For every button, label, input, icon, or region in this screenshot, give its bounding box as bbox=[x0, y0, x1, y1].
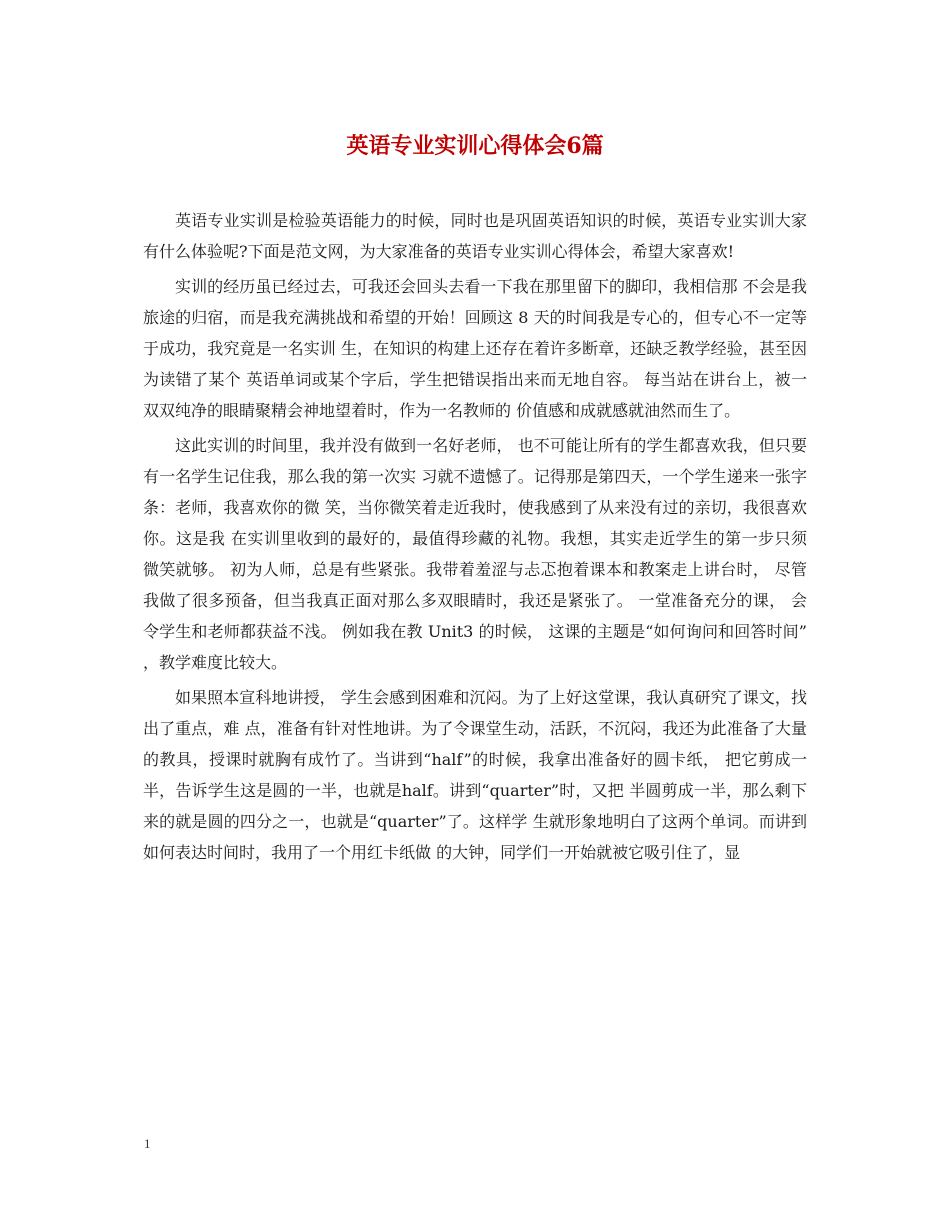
document-body bbox=[143, 205, 807, 872]
paragraph-experience: 实训的经历虽已经过去，可我还会回头去看一下我在那里留下的脚印，我相信那 不会是我旅途的归宿，而是我充满挑战和希望的开始！回顾这 8 天的时间我是专心的，但专心不一定等于成功，我究竟是一名实训 生，在知识的构建上还存在着许多断章，还缺乏教学经验，甚至因为读错了某个 英语单词或某个字后，学生把错误指出来而无地自容。 每当站在讲台上，被一双双纯净的眼睛聚精会神地望着时，作为一名教师的 价值感和成就感就油然而生了。 bbox=[143, 277, 807, 420]
paragraph-teaching: 这此实训的时间里，我并没有做到一名好老师， 也不可能让所有的学生都喜欢我，但只要有一名学生记住我，那么我的第一次实 习就不遗憾了。记得那是第四天，一个学生递来一张字条：老师，我喜欢你的微 笑，当你微笑着走近我时，使我感到了从来没有过的亲切，我很喜欢你。这是我 在实训里收到的最好的，最值得珍藏的礼物。我想，其实走近学生的第一步只须 微笑就够。 初为人师，总是有些紧张。我带着羞涩与忐忑抱着课本和教案走上讲台时， 尽管我做了很多预备，但当我真正面对那么多双眼睛时，我还是紧张了。 一堂准备充分的课， 会令学生和老师都获益不浅。 例如我在教 Unit3 的时候， 这课的主题是“如何询问和回答时间” ，教学难度比较大。 bbox=[143, 436, 807, 672]
document-title: 英语专业实训心得体会6篇 bbox=[346, 133, 604, 159]
paragraph-intro: 英语专业实训是检验英语能力的时候，同时也是巩固英语知识的时候，英语专业实训大家有什么体验呢?下面是范文网，为大家准备的英语专业实训心得体会，希望大家喜欢! bbox=[143, 211, 807, 261]
paragraph-lesson-prep: 如果照本宣科地讲授， 学生会感到困难和沉闷。为了上好这堂课，我认真研究了课文，找出了重点，难 点，准备有针对性地讲。为了令课堂生动，活跃，不沉闷，我还为此准备了大量 的教具，授课时就胸有成竹了。当讲到“half”的时候，我拿出准备好的圆卡纸， 把它剪成一半，告诉学生这是圆的一半，也就是half。讲到“quarter”时，又把 半圆剪成一半，那么剩下来的就是圆的四分之一，也就是“quarter”了。这样学 生就形象地明白了这两个单词。而讲到如何表达时间时，我用了一个用红卡纸做 的大钟，同学们一开始就被它吸引住了，显 bbox=[143, 688, 807, 862]
page-number: 1 bbox=[144, 1136, 151, 1151]
